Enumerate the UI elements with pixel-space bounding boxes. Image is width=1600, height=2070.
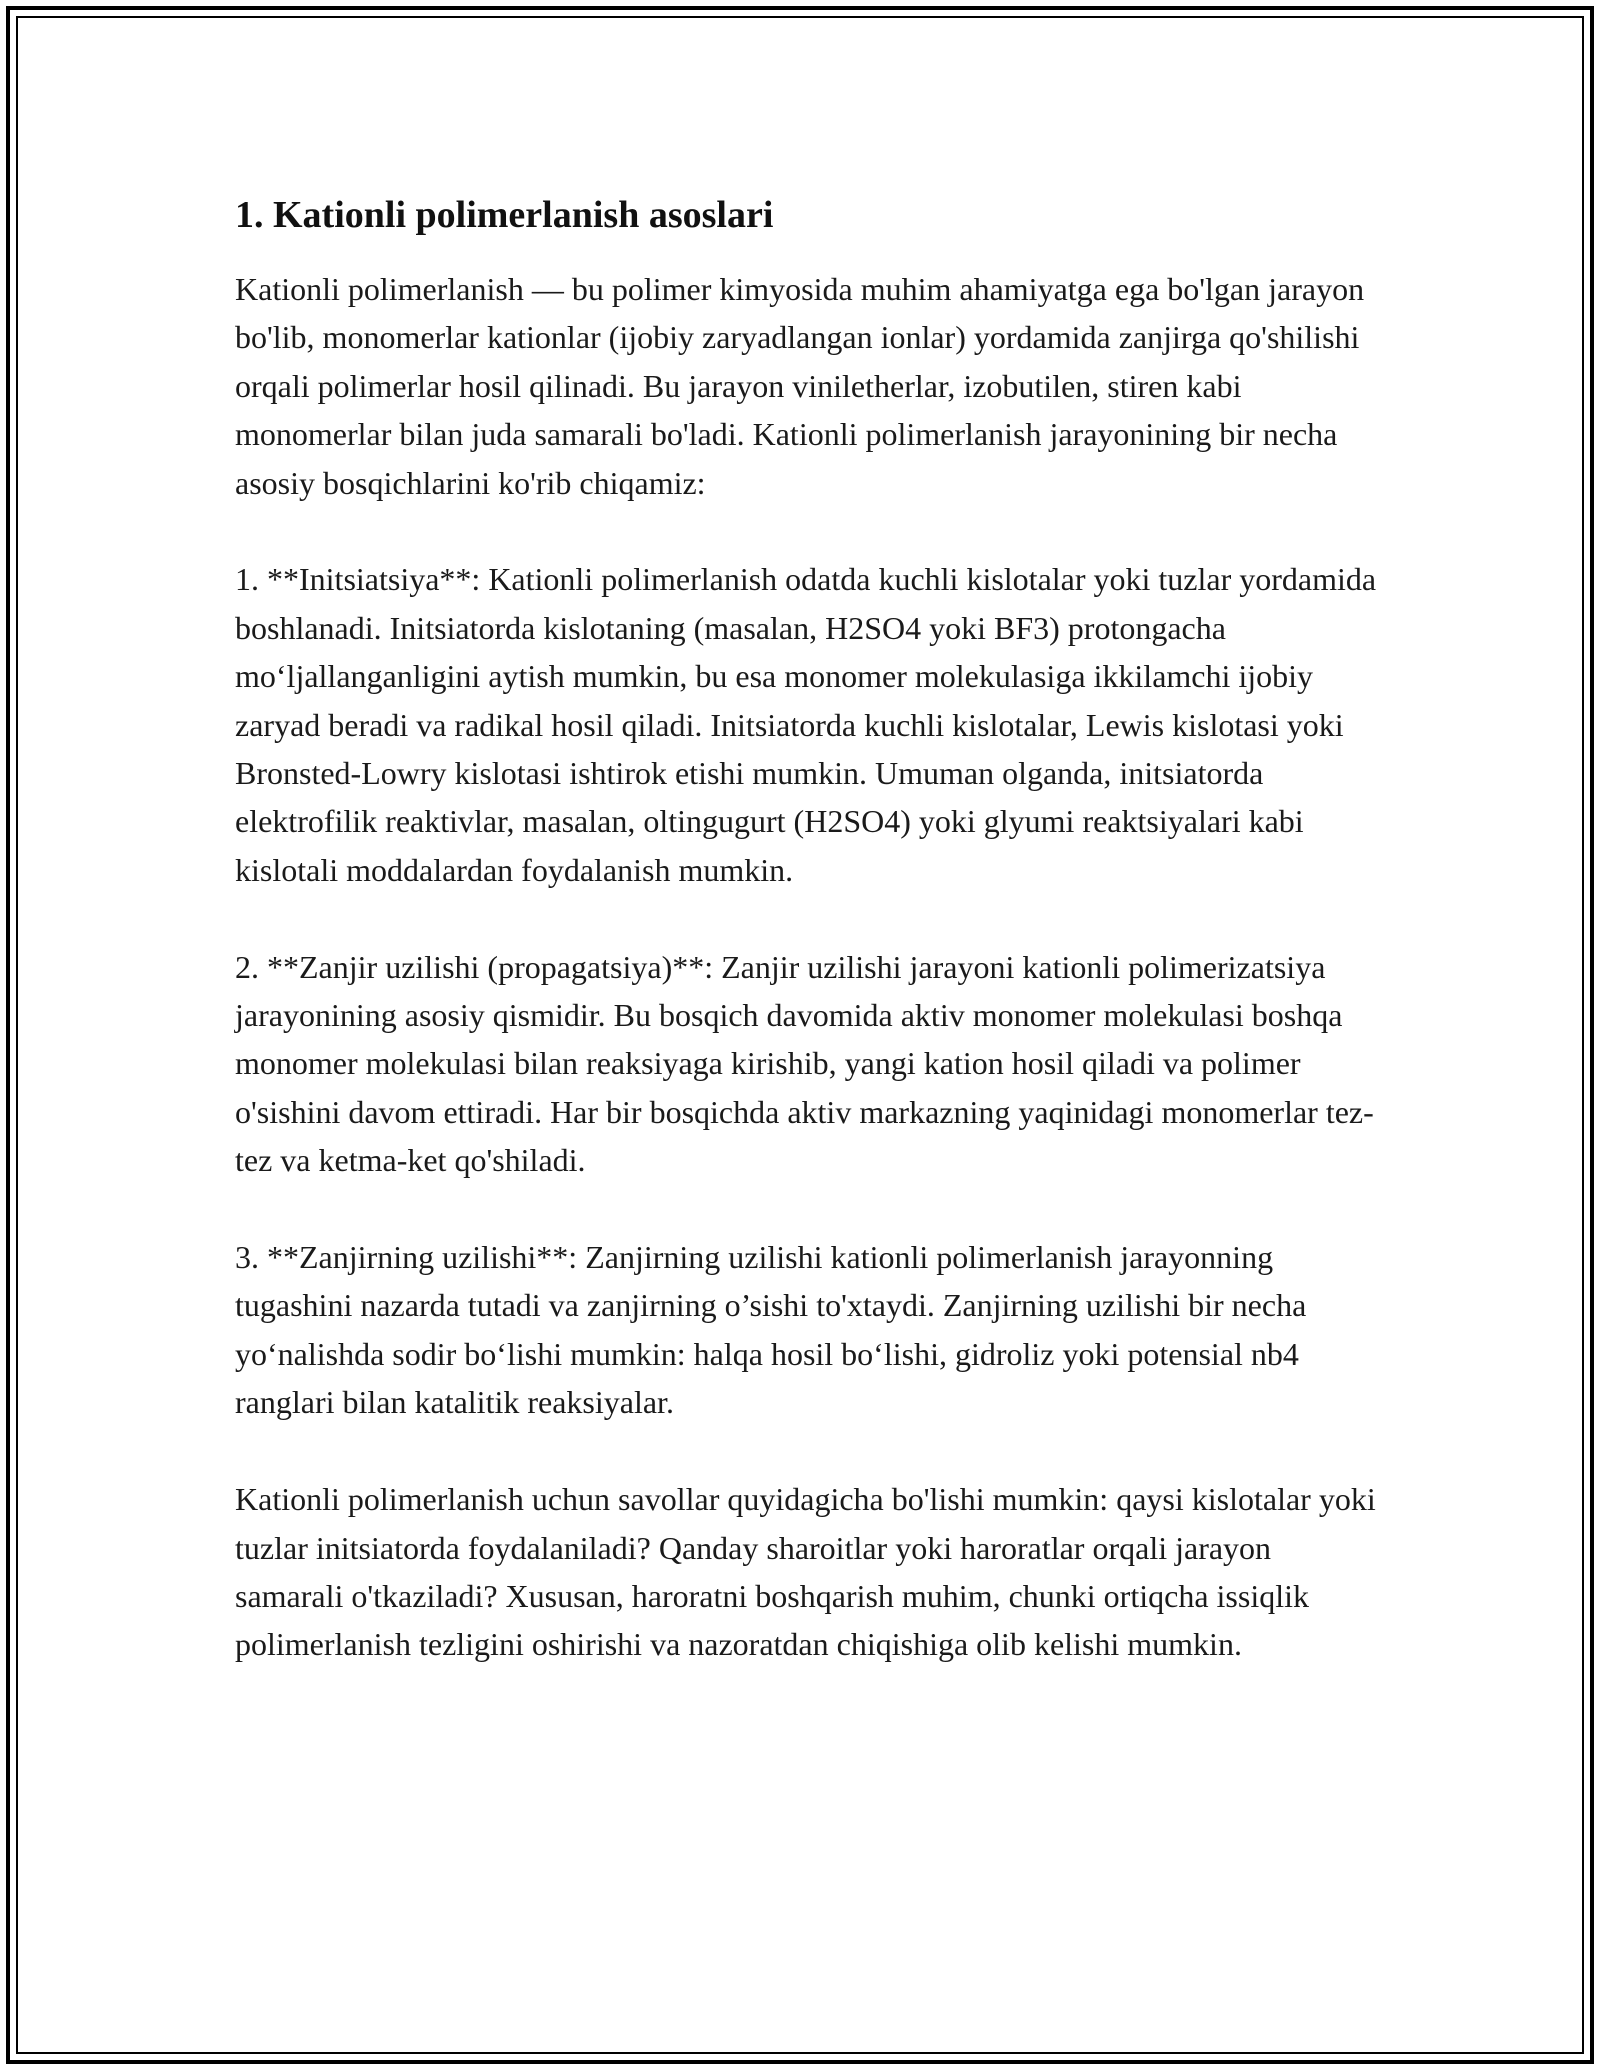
document-title: 1. Kationli polimerlanish asoslari (235, 194, 774, 236)
document-body (235, 185, 1380, 1717)
paragraph-initiation: 1. **Initsiatsiya**: Kationli polimerlanish odatda kuchli kislotalar yoki tuzlar yordamida boshlanadi. Initsiatorda kislotaning (masalan, H2SO4 yoki BF3) protongacha mo‘ljallanganligini aytish mumkin, bu esa monomer molekulasiga ikkilamchi ijobiy zaryad beradi va radikal hosil qiladi. Initsiatorda kuchli kislotalar, Lewis kislotasi yoki Bronsted-Lowry kislotasi ishtirok etishi mumkin. Umuman olganda, initsiatorda elektrofilik reaktivlar, masalan, oltingugurt (H2SO4) yoki glyumi reaktsiyalari kabi kislotali moddalardan foydalanish mumkin. (235, 561, 1377, 888)
paragraph-questions: Kationli polimerlanish uchun savollar quyidagicha bo'lishi mumkin: qaysi kislotalar yoki tuzlar initsiatorda foydalaniladi? Qanday sharoitlar yoki haroratlar orqali jarayon samarali o'tkaziladi? Xususan, haroratni boshqarish muhim, chunki ortiqcha issiqlik polimerlanish tezligini oshirishi va nazoratdan chiqishiga olib kelishi mumkin. (235, 1481, 1376, 1663)
paragraph-intro: Kationli polimerlanish — bu polimer kimyosida muhim ahamiyatga ega bo'lgan jarayon bo'lib, monomerlar kationlar (ijobiy zaryadlangan ionlar) yordamida zanjirga qo'shilishi orqali polimerlar hosil qilinadi. Bu jarayon viniletherlar, izobutilen, stiren kabi monomerlar bilan juda samarali bo'ladi. Kationli polimerlanish jarayonining bir necha asosiy bosqichlarini ko'rib chiqamiz: (235, 271, 1365, 501)
paragraph-termination: 3. **Zanjirning uzilishi**: Zanjirning uzilishi kationli polimerlanish jarayonning tugashini nazarda tutadi va zanjirning o’sishi to'xtaydi. Zanjirning uzilishi bir necha yo‘nalishda sodir bo‘lishi mumkin: halqa hosil bo‘lishi, gidroliz yoki potensial nb4 ranglari bilan katalitik reaksiyalar. (235, 1239, 1307, 1421)
paragraph-propagation: 2. **Zanjir uzilishi (propagatsiya)**: Zanjir uzilishi jarayoni kationli polimerizatsiya jarayonining asosiy qismidir. Bu bosqich davomida aktiv monomer molekulasi boshqa monomer molekulasi bilan reaksiyaga kirishib, yangi kation hosil qiladi va polimer o'sishini davom ettiradi. Har bir bosqichda aktiv markazning yaqinidagi monomerlar tez-tez va ketma-ket qo'shiladi. (235, 948, 1374, 1179)
